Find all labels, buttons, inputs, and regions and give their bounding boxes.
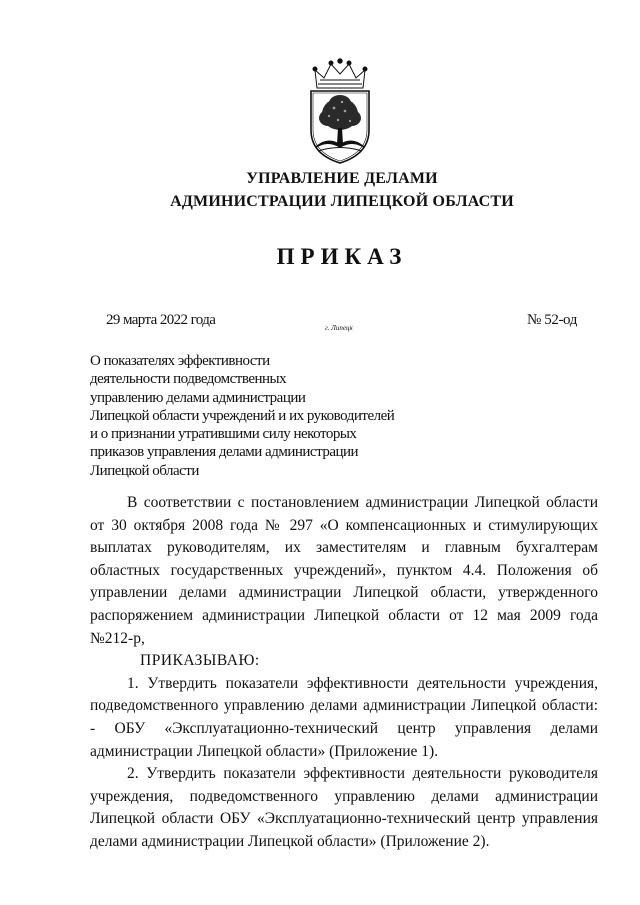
preamble-paragraph: В соответствии с постановлением администрации Липецкой области от 30 октября 2008 года № 297 «О компенсационных и стимулирующих выплатах руководителям, их заместителям и главным бухгалтерам областных государственных учреждений», пунктом 4.4. Положения об управлении делами администрации Липецкой области, утвержденного распоряжением администрации Липецкой области от 12 мая 2009 года №212-р, xyxy=(90,494,598,647)
subject-line: приказов управления делами администрации xyxy=(90,444,359,461)
document-date: 29 марта 2022 года xyxy=(106,312,216,328)
lipetsk-coat-of-arms-icon xyxy=(300,58,380,166)
document-city: г. Липецк xyxy=(325,324,353,332)
organization-name-line-2: АДМИНИСТРАЦИИ ЛИПЕЦКОЙ ОБЛАСТИ xyxy=(170,193,514,210)
subject-line: Липецкой области учреждений и их руководителей xyxy=(90,407,395,424)
subject-line: деятельности подведомственных xyxy=(90,371,287,388)
order-item-1: 1. Утвердить показатели эффективности деятельности учреждения, подведомственного управлению делами администрации Липецкой области: - ОБУ «Эксплуатационно-технический центр управления делами администрации Липецкой области» (Приложение 1). xyxy=(90,674,598,760)
subject-line: управлению делами администрации xyxy=(90,389,306,406)
order-item-2: 2. Утвердить показатели эффективности деятельности руководителя учреждения, подведомственного управлению делами администрации Липецкой области ОБУ «Эксплуатационно-технический центр управления делами администрации Липецкой области» (Приложение 2). xyxy=(90,765,598,850)
document-number: № 52-од xyxy=(527,312,577,328)
document-title: ПРИКАЗ xyxy=(276,244,408,269)
subject-line: Липецкой области xyxy=(90,462,199,479)
document-subject xyxy=(90,352,450,480)
subject-line: и о признании утратившими силу некоторых xyxy=(90,426,357,443)
subject-line: О показателях эффективности xyxy=(90,353,270,369)
order-word: ПРИКАЗЫВАЮ: xyxy=(140,652,260,670)
document-body xyxy=(90,492,598,854)
organization-name-line-1: УПРАВЛЕНИЕ ДЕЛАМИ xyxy=(246,170,438,187)
